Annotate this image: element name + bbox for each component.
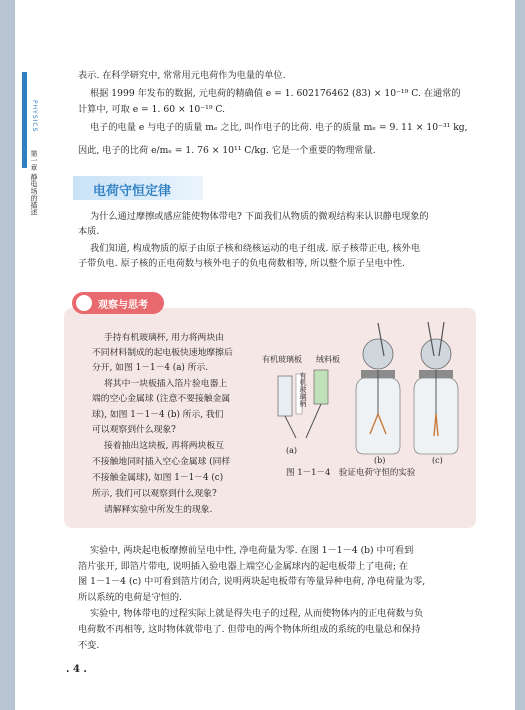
text-line: 图 1－1－4 (c) 中可看到箔片闭合, 说明两块起电板带有等量异种电荷, 净电荷量为零, [78, 576, 426, 587]
text-line: 根据 1999 年发布的数据, 元电荷的精确值 e = 1. 602176462 (83) × 10⁻¹⁹ C. 在通常的 [90, 88, 461, 99]
text-line: 我们知道, 构成物质的原子由原子核和绕核运动的电子组成. 原子核带正电, 核外电 [90, 243, 420, 254]
section-title: 电荷守恒定律 [93, 184, 172, 199]
text-line: 实验中, 物体带电的过程实际上就是得失电子的过程, 从而使物体内的正电荷数与负 [90, 608, 424, 619]
text-line: 不接触金属球), 如图 1－1－4 (c) [92, 473, 224, 483]
label-glass-plate: 有机玻璃板 [262, 355, 302, 364]
electroscope-c [414, 322, 458, 454]
side-chapter-label: 第一章 静电场的描述 [30, 150, 38, 216]
text-line: 计算中, 可取 e = 1. 60 × 10⁻¹⁹ C. [78, 104, 226, 115]
side-label-en: PHYSICS [31, 100, 38, 133]
text-line: 表示. 在科学研究中, 常常用元电荷作为电量的单位. [78, 70, 286, 81]
text-line: 请解释实验中所发生的现象. [104, 505, 213, 515]
label-felt-plate: 绒料板 [316, 355, 340, 364]
text-line: 电子的电量 e 与电子的质量 mₑ 之比, 叫作电子的比荷. 电子的质量 mₑ = 9. 11 × 10⁻³¹ kg, [90, 122, 468, 133]
label-glass-handle: 有机玻璃柄 [299, 372, 307, 407]
side-accent-bar [22, 72, 27, 168]
label-a: (a) [286, 446, 298, 455]
text-line: 手持有机玻璃杯, 用力将两块由 [104, 333, 224, 343]
text-line: 端的空心金属球 (注意不要接触金属 [92, 394, 231, 404]
text-line: 不同材料制成的起电板快速地摩擦后 [92, 348, 233, 358]
label-c: (c) [432, 456, 443, 465]
text-line: 将其中一块板插入箔片验电器上 [104, 379, 228, 389]
observe-think-tag: 观察与思考 [72, 292, 164, 314]
experiment-figure [256, 318, 468, 464]
text-line: 不变. [78, 640, 100, 651]
text-line: 不接触地同时插入空心金属球 (同样 [92, 457, 231, 467]
electroscope-b [356, 323, 400, 454]
text-line: 箔片张开, 即箔片带电, 说明插入验电器上端空心金属球内的起电板带上了电荷; 在 [78, 561, 409, 572]
text-line: 可以观察到什么现象? [92, 425, 176, 435]
text-line: 子带负电. 原子核的正电荷数与核外电子的负电荷数相等, 所以整个原子呈电中性. [78, 258, 405, 269]
text-line: 接着抽出这块板, 再将两块板互 [104, 441, 224, 451]
text-line: 因此, 电子的比荷 e/mₑ = 1. 76 × 10¹¹ C/kg. 它是一个重要的物理常量. [78, 145, 376, 156]
text-line: 分开, 如图 1－1－4 (a) 所示. [92, 363, 209, 373]
label-b: (b) [374, 456, 386, 465]
section-heading [73, 176, 203, 200]
text-line: 电荷数不再相等, 这时物体就带电了. 但带电的两个物体所组成的系统的电量总和保持 [78, 624, 421, 635]
text-line: 球), 如图 1－1－4 (b) 所示, 我们 [92, 410, 224, 420]
text-line: 所示, 我们可以观察到什么现象? [92, 489, 217, 499]
figure-caption: 图 1－1－4 验证电荷守恒的实验 [286, 468, 416, 478]
text-line: 为什么通过摩擦或感应能使物体带电? 下面我们从物质的微观结构来认识静电现象的 [90, 211, 429, 222]
text-line: 所以系统的电荷是守恒的. [78, 592, 182, 603]
text-line: 本质. [78, 226, 100, 237]
microscope-icon [76, 295, 92, 311]
text-line: 实验中, 两块起电板摩擦前呈电中性, 净电荷量为零. 在图 1－1－4 (b) 中可看到 [90, 545, 414, 556]
page-number: . 4 . [66, 664, 87, 675]
